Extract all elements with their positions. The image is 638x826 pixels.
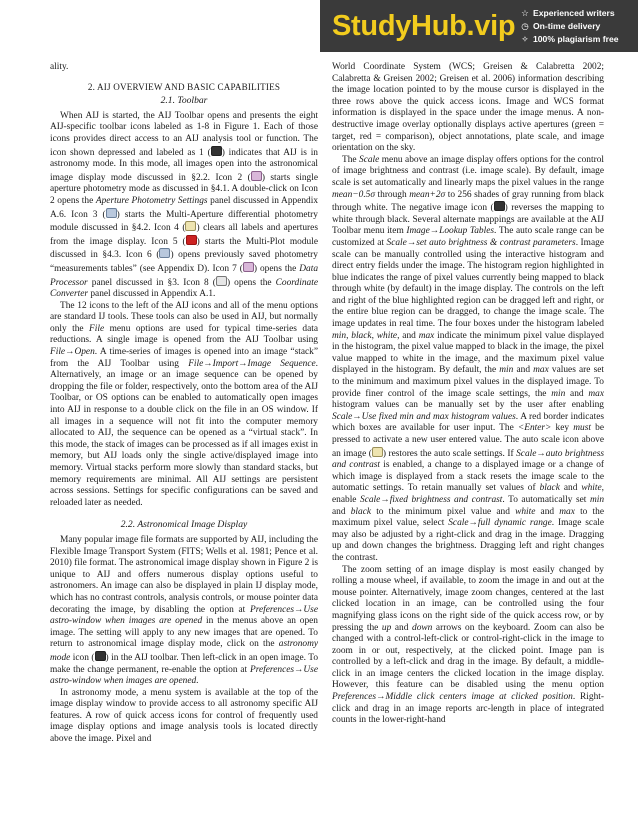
multi-plot-icon (186, 235, 197, 245)
subsection-title-image-display: 2.2. Astronomical Image Display (120, 519, 248, 531)
negative-image-icon (494, 201, 505, 211)
paragraph-standard-tools: The 12 icons to the left of the AIJ icons and all of the menu options are standard IJ tools. These tools can also be used in AIJ, but normally only the File menu options are used for typical time-series data reductions. A single image is opened from the AIJ Toolbar using File→Open. A time-series of images is opened into an image “stack” from the AIJ Toolbar using File→Import→Image Sequence. Alternatively, an image or an image sequence can be opened by dropping the file or folder, respectively, onto the bottom area of the AIJ Toolbar, or OS options can be enabled to automatically open images into AIJ in response to a double click on the file in an OS window. If all images in a sequence will not fit into the computer memory allocated to AIJ, the sequence can be opened as a “virtual stack”. In this mode, the stack of images can be processed as if all images exist in memory, but AIJ loads only the single active/displayed image into memory. Virtual stacks perform more slowly than standard stacks, but memory requirements are minimal. All AIJ settings are persistent across sessions. Settings for specific configurations can be saved and reloaded later as needed. (50, 300, 318, 508)
astronomy-mode-icon (95, 651, 106, 661)
single-aperture-icon (251, 171, 262, 181)
coordinate-converter-icon (216, 276, 227, 286)
star-icon: ☆ (521, 7, 529, 18)
paragraph-wcs: World Coordinate System (WCS; Greisen & Calabretta 2002; Calabretta & Greisen 2002; Greisen et al. 2006) information describing the image location pointed to by the mouse cursor is displayed in the three rows above the quick access icons. Image and WCS format information is displayed in the space under the image menus. A non-destructive image overlay optionally displays active apertures (green = target, red = comparison), object annotations, plate scale, and image orientation on the sky. (332, 62, 604, 154)
feature-label: Experienced writers (533, 7, 615, 18)
subsection-title-toolbar: 2.1. Toolbar (160, 95, 208, 107)
clock-icon: ◷ (521, 20, 529, 31)
left-column (50, 62, 318, 746)
paragraph-toolbar-icons: When AIJ is started, the AIJ Toolbar opens and presents the eight AIJ-specific toolbar icons labeled as 1-8 in Figure 1. Each of those icons provides direct access to an AIJ analysis tool or function. The icon shown depressed and labeled as 1 ( ) indicates that AIJ is in astronomy mode. In this mode, all images open into the astronomical image display mode discussed in §2.2. Icon 2 ( ) starts single aperture photometry mode as discussed in §4.1. A double-click on Icon 2 opens the Aperture Photometry Settings panel discussed in Appendix A.6. Icon 3 ( ) starts the Multi-Aperture differential photometry module discussed in §4.2. Icon 4 ( ) clears all labels and apertures from the image display. Icon 5 ( ) starts the Multi-Plot module discussed in §4.3. Icon 6 ( ) opens previously saved photometry “measurements tables” (see Appendix D). Icon 7 ( ) opens the Data Processor panel discussed in §3. Icon 8 ( ) opens the Coordinate Converter panel discussed in Appendix A.1. (50, 110, 319, 300)
open-table-icon (159, 248, 170, 258)
feature-label: 100% plagiarism free (533, 33, 619, 44)
paragraph-fragment: ality. (50, 62, 69, 72)
multi-aperture-icon (106, 208, 117, 218)
brand-logo: StudyHub.vip (332, 9, 516, 42)
data-processor-icon (243, 262, 254, 272)
paragraph-astronomy-mode: In astronomy mode, a menu system is available at the top of the image display window to provide access to all astronomy specific AIJ features. A row of quick access icons for control of frequently used image display options and image analysis tools is located directly above the image. Pixel and (50, 687, 318, 745)
clear-overlay-icon (185, 221, 196, 231)
badge-icon: ✧ (521, 33, 529, 44)
right-column (332, 62, 604, 727)
paragraph-image-formats: Many popular image file formats are supported by AIJ, including the Flexible Image Transport System (FITS; Wells et al. 1981; Pence et al. 2010) file format. The astronomical image display shown in Figure 2 is unique to AIJ and offers numerous display options useful to astronomers. An image can also be displayed in plain IJ display mode, which has no contrast controls, analysis controls, or mouse pointer data decorating the image, by disabling the option at Preferences→Use astro-window when images are opened in the menus above an open image. The setting will apply to any new images that are opened. To return to astronomical image display mode, click on the astronomy mode icon ( ) in the AIJ toolbar. Then left-click in an open image. To make the change permanent, re-enable the option at Preferences→Use astro-window when images are opened. (50, 534, 319, 687)
feature-list (520, 7, 619, 46)
section-title: 2. AIJ OVERVIEW AND BASIC CAPABILITIES (87, 81, 281, 92)
feature-item (520, 33, 619, 46)
auto-scale-icon (372, 447, 383, 457)
paragraph-scale-menu: The Scale menu above an image display offers options for the control of image brightness and contrast (i.e. image scale). By default, image scale is set automatically and linearly maps the pixel values in the range mean−0.5σ through mean+2σ to 256 shades of gray running from black through white. The negative image icon ( ) reverses the mapping to white through black. Several alternate mappings are available at the AIJ Toolbar menu item Image→Lookup Tables. The auto scale range can be customized at Scale→set auto brightness & contrast parameters. Image scale can be manually controlled using the interactive histogram and direct entry fields under the image. The histogram region highlighted in blue indicates the range of pixel values currently being mapped to black through white (by default) in the image display. The controls on the left and right of the blue highlighted region can be dragged left and right, or the entire blue region can be dragged, to change the image scale. The image updates in real time. The four boxes under the histogram labeled min, black, white, and max indicate the minimum pixel value displayed in the histogram, the pixel value mapped to black in the image, the pixel value mapped to white in the image, and the maximum pixel value displayed in the histogram. By default, the min and max values are set to the minimum and maximum pixel values in the displayed image. To provide finer control of the image scale settings, the min and max histogram values can be manually set by the user after enabling Scale→Use fixed min and max histogram values. A red border indicates which boxes are available for user input. The <Enter> key must be pressed to activate a new user entered value. The auto scale icon above an image ( ) restores the auto scale settings. If Scale→auto brightness and contrast is enabled, a change to a displayed image or a change of which image is displayed from a stack resets the image scale to the automatic settings. To retain manually set values of black and white, enable Scale→fixed brightness and contrast. To automatically set min and black to the minimum pixel value and white and max to the maximum pixel value, select Scale→full dynamic range. Image scale may also be adjusted by a right-click and drag in the image. Dragging up and down changes the brightness. Dragging left and right changes the contrast. (332, 154, 605, 563)
feature-label: On-time delivery (533, 20, 601, 31)
feature-item (520, 20, 619, 33)
paragraph-zoom: The zoom setting of an image display is most easily changed by rolling a mouse wheel, if available, to zoom the image in and out at the mouse pointer. Alternatively, image zoom changes, centered at the last clicked location in an image, can be controlled using the four magnifying glass icons on the right side of the quick access row, or by pressing the up and down arrows on the keyboard. Zoom can also be changed with a control-left-click or control-right-click in the image to zoom in or out, respectively, at the clicked point. Image pan is controlled by a left-click and drag in the image. By default, a middle-click in an image centers the clicked location in the image display. However, this feature can be disabled using the menu option Preferences→Middle click centers image at clicked position. Right-click and drag in an image reports arc-length in place of integrated counts in the lower-right-hand (332, 564, 604, 726)
astronomy-mode-icon (211, 146, 222, 156)
feature-item (520, 7, 619, 20)
ad-banner[interactable] (320, 0, 638, 52)
